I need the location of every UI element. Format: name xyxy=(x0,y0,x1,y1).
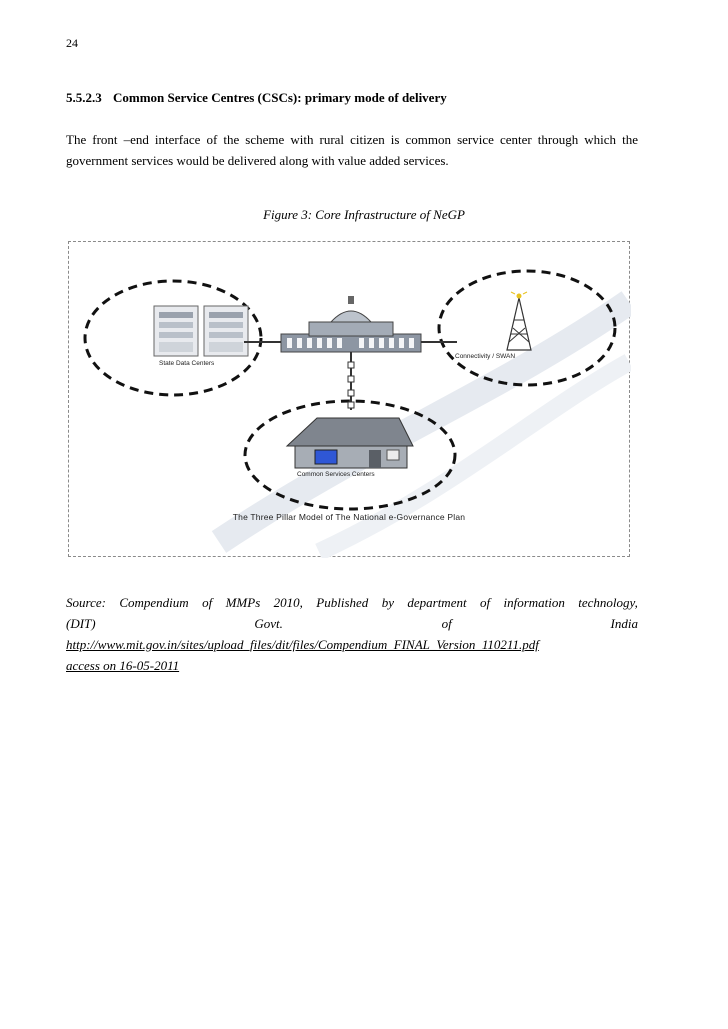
section-heading xyxy=(66,90,447,106)
connectivity-label: Connectivity / SWAN xyxy=(455,353,516,360)
source-word: by xyxy=(381,595,394,610)
access-date-link[interactable]: access on 16-05-2011 xyxy=(66,658,180,673)
source-word: information xyxy=(503,595,565,610)
three-pillar-diagram xyxy=(69,242,631,558)
figure-caption: Figure 3: Core Infrastructure of NeGP xyxy=(263,207,465,222)
source-word: Govt. xyxy=(254,616,283,631)
source-word: technology, xyxy=(578,595,638,610)
government-building-icon xyxy=(281,296,421,352)
tower-icon xyxy=(507,292,531,350)
source-word: Compendium xyxy=(119,595,189,610)
source-word: MMPs xyxy=(225,595,261,610)
source-word: 2010, xyxy=(273,595,303,610)
source-line-2 xyxy=(66,613,638,634)
section-number: 5.5.2.3 xyxy=(66,90,102,105)
data-centers-label: State Data Centers xyxy=(159,360,215,367)
server-rack-icon xyxy=(204,306,248,356)
source-word: of xyxy=(202,595,213,610)
source-url-link[interactable]: http://www.mit.gov.in/sites/upload_files/dit/files/Compendium_FINAL_Version_110211.pdf xyxy=(66,637,539,652)
source-word: of xyxy=(479,595,491,610)
source-word: of xyxy=(441,616,452,631)
section-title: Common Service Centres (CSCs): primary mode of delivery xyxy=(113,90,447,105)
service-center-house-icon xyxy=(287,418,413,468)
source-word: department xyxy=(407,595,467,610)
body-paragraph: The front –end interface of the scheme with rural citizen is common service center through which the government services would be delivered along with value added services. xyxy=(66,132,638,168)
source-citation xyxy=(66,592,638,676)
source-word: Source: xyxy=(66,595,106,610)
source-word: (DIT) xyxy=(66,616,96,631)
page-number: 24 xyxy=(66,36,78,50)
source-line-1 xyxy=(66,592,638,613)
service-centers-label: Common Services Centers xyxy=(297,471,375,478)
figure-frame xyxy=(68,241,630,557)
figure-title: The Three Pillar Model of The National e-Governance Plan xyxy=(232,512,466,522)
server-rack-icon xyxy=(154,306,198,356)
source-word: Published xyxy=(316,595,369,610)
source-word: India xyxy=(610,616,638,631)
